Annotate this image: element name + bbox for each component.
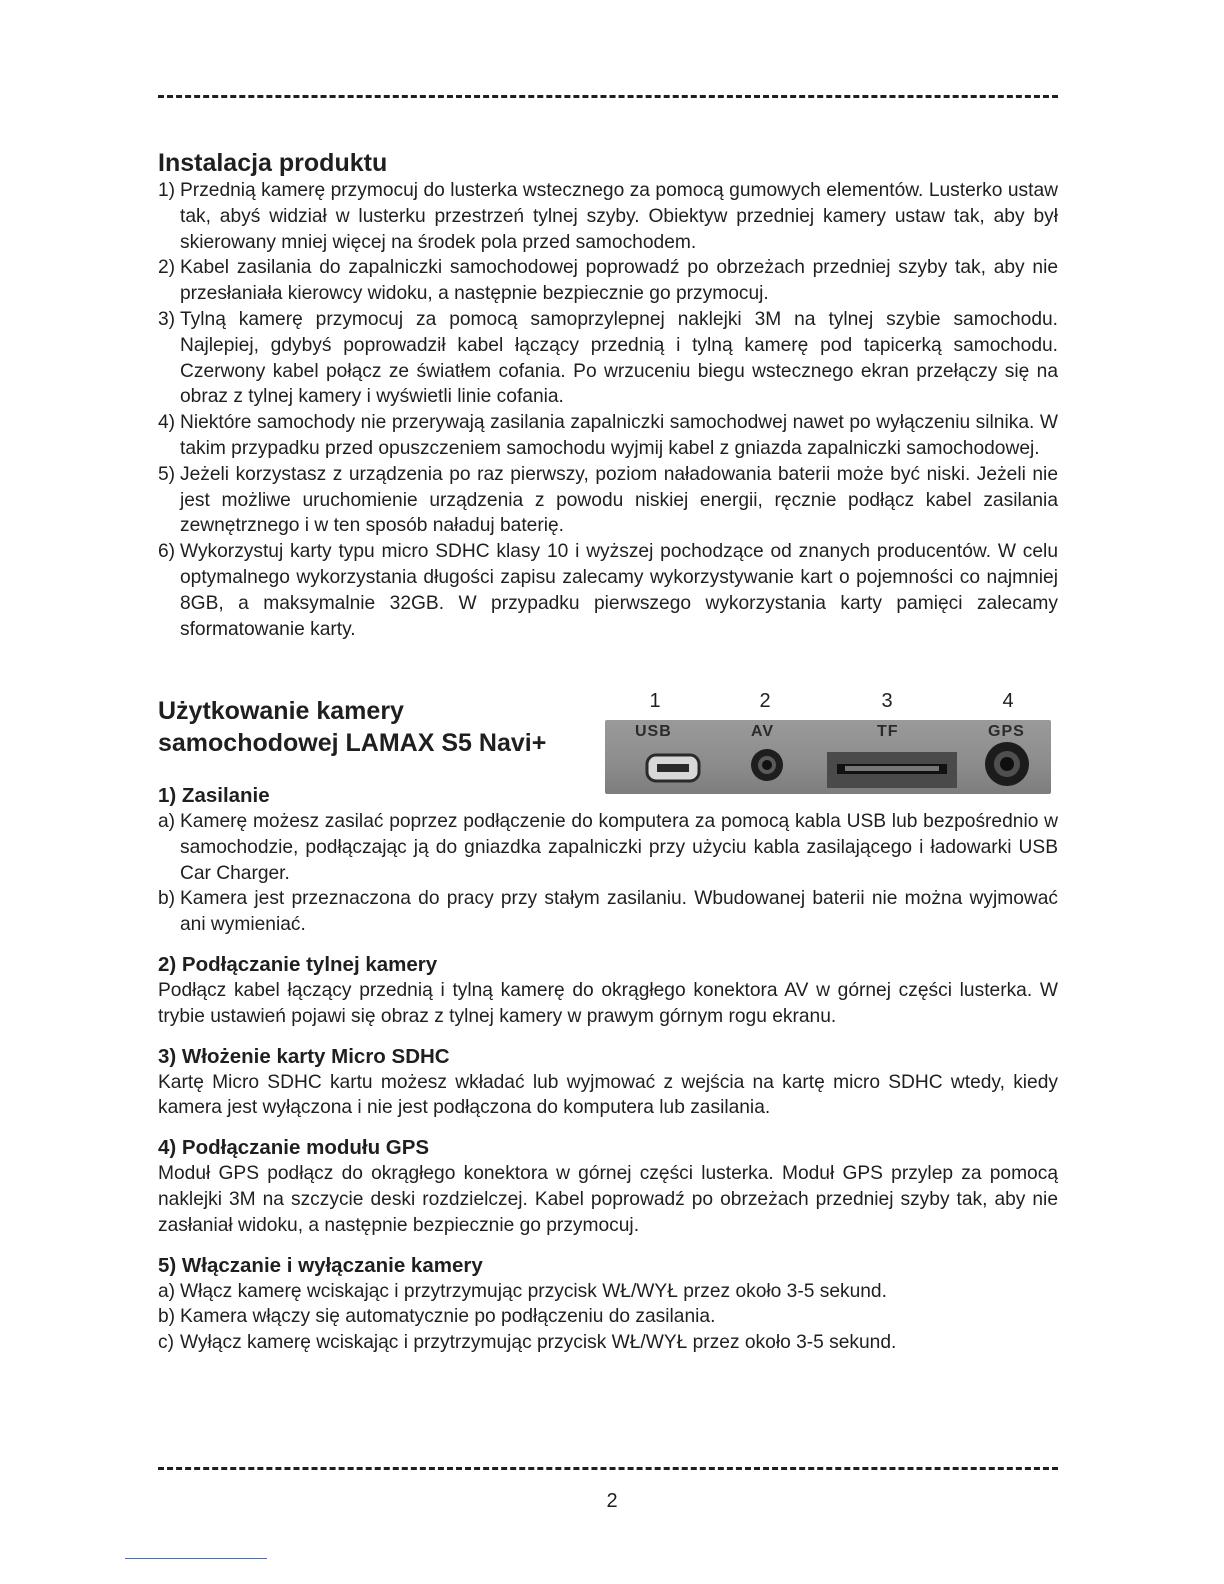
usage-section <box>158 783 1058 1356</box>
gps-title: 4) Podłączanie modułu GPS <box>158 1136 430 1160</box>
rear-camera-text: Podłącz kabel łączący przednią i tylną kamerę do okrągłego konektora AV w górnej części lusterka. W trybie ustawień pojawi się obraz z tylnej kamery w prawym górnym rogu ekranu. <box>158 979 1058 1027</box>
list-item: 3) Tylną kamerę przymocuj za pomocą samoprzylepnej naklejki 3M na tylnej szybie samochodu. Najlepiej, gdybyś poprowadził kabel łączący przednią i tylną kamerę pod tapicerką samochodu. Czerwony kabel połącz ze światłem cofania. Po wrzuceniu biegu wstecznego ekran przełączy się na obraz z tylnej kamery i wyświetli linie cofania. <box>158 308 1058 408</box>
tf-port-label: TF <box>877 723 899 740</box>
ports-figure <box>605 690 1051 794</box>
power-subsection <box>158 783 1058 938</box>
list-item: 1) Przednią kamerę przymocuj do lusterka wstecznego za pomocą gumowych elementów. Lusterko ustaw tak, abyś widział w lusterku przestrzeń tylnej szyby. Obiektyw przedniej kamery ustaw tak, aby był skierowany mniej więcej na środek pola przed samochodem. <box>158 180 1058 253</box>
gps-text: Moduł GPS podłącz do okrągłego konektora w górnej części lusterka. Moduł GPS przylep za pomocą naklejki 3M na szczycie deski rozdzielczej. Kabel poprowadź po obrzeżach przedniej szyby tak, aby nie zasłaniał widoku, a następnie bezpiecznie go przymocuj. <box>158 1163 1058 1236</box>
gps-port-label: GPS <box>988 723 1025 740</box>
power-on-off-title: 5) Włączanie i wyłączanie kamery <box>158 1253 483 1277</box>
port-number: 3 <box>881 690 893 712</box>
bottom-dashed-divider <box>158 1467 1058 1470</box>
usb-port-label: USB <box>635 723 672 740</box>
port-number: 2 <box>759 690 771 712</box>
rear-camera-subsection <box>158 952 1058 1030</box>
list-item: b) Kamera włączy się automatycznie po podłączeniu do zasilania. <box>158 1306 716 1328</box>
top-dashed-divider <box>158 95 1058 98</box>
port-number: 1 <box>649 690 661 712</box>
gps-jack-icon <box>985 742 1029 786</box>
list-item: b) Kamera jest przeznaczona do pracy przy stałym zasilaniu. Wbudowanej baterii nie można wyjmować ani wymieniać. <box>158 888 1058 936</box>
page-number: 2 <box>606 1490 618 1512</box>
list-item: c) Wyłącz kamerę wciskając i przytrzymując przycisk WŁ/WYŁ przez około 3-5 sekund. <box>158 1332 897 1354</box>
installation-title: Instalacja produktu <box>158 149 388 177</box>
sd-card-text: Kartę Micro SDHC kartu możesz wkładać lub wyjmować z wejścia na kartę micro SDHC wtedy, kiedy kamera jest wyłączona i nie jest podłączona do komputera lub zasilania. <box>158 1071 1058 1119</box>
power-title: 1) Zasilanie <box>158 784 270 807</box>
list-item: 5) Jeżeli korzystasz z urządzenia po raz pierwszy, poziom naładowania baterii może być niski. Jeżeli nie jest możliwe uruchomienie urządzenia z powodu niskiej energii, ręcznie podłącz kabel zasilania zewnętrznego i w ten sposób naładuj baterię. <box>158 463 1058 537</box>
usage-title-block <box>158 695 598 759</box>
sd-card-subsection <box>158 1044 1058 1122</box>
sd-card-title: 3) Włożenie karty Micro SDHC <box>158 1044 450 1068</box>
av-port-label: AV <box>751 723 775 740</box>
list-item: 6) Wykorzystuj karty typu micro SDHC klasy 10 i wyższej pochodzące od znanych producentów. W celu optymalnego wykorzystania długości zapisu zalecamy wykorzystywanie kart o pojemności co najmniej 8GB, a maksymalnie 32GB. W przypadku pierwszego wykorzystania karty pamięci zalecamy sformatowanie karty. <box>158 541 1058 640</box>
port-number: 4 <box>1002 690 1014 712</box>
footer-link-underline <box>125 1558 267 1559</box>
usb-port-icon <box>647 755 699 781</box>
list-item: 4) Niektóre samochody nie przerywają zasilania zapalniczki samochodwej nawet po wyłączeniu silnika. W takim przypadku przed opuszczeniem samochodu wyjmij kabel z gniazda zapalniczki samochodowej. <box>158 412 1058 459</box>
installation-section <box>158 148 1058 642</box>
list-item: a) Włącz kamerę wciskając i przytrzymując przycisk WŁ/WYŁ przez około 3-5 sekund. <box>158 1280 887 1302</box>
list-item: a) Kamerę możesz zasilać poprzez podłączenie do komputera za pomocą kabla USB lub bezpośrednio w samochodzie, podłączając ją do gniazdka zapalniczki przy użyciu kabla zasilającego i ładowarki USB Car Charger. <box>158 811 1058 884</box>
usage-title-line1: Użytkowanie kamery <box>158 697 404 725</box>
installation-list <box>158 178 1058 642</box>
list-item: 2) Kabel zasilania do zapalniczki samochodowej poprowadź po obrzeżach przedniej szyby tak, aby nie przesłaniała kierowcy widoku, a następnie bezpiecznie go przymocuj. <box>158 257 1058 305</box>
usage-title-line2: samochodowej LAMAX S5 Navi+ <box>158 729 547 757</box>
av-jack-icon <box>751 749 783 781</box>
power-on-off-subsection <box>158 1253 1058 1356</box>
gps-subsection <box>158 1135 1058 1238</box>
rear-camera-title: 2) Podłączanie tylnej kamery <box>158 952 438 976</box>
